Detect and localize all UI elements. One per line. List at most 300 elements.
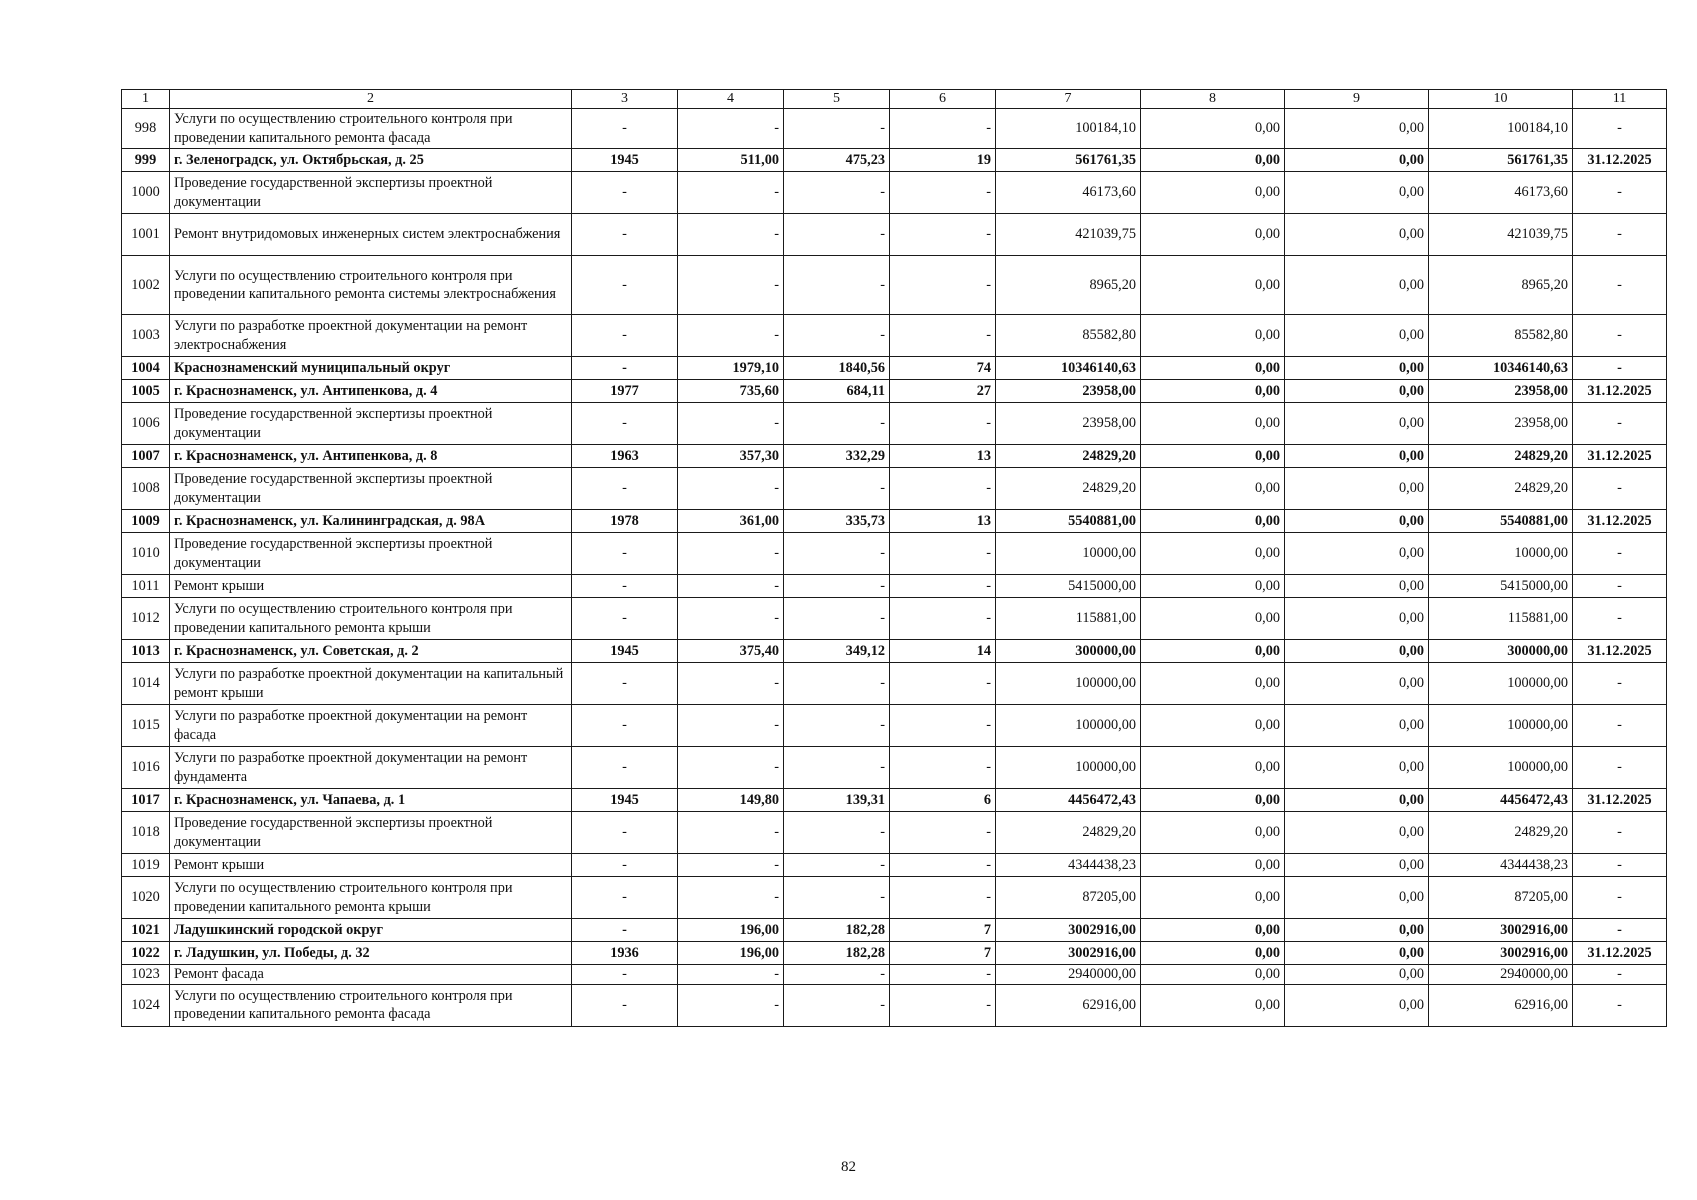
fund-regional-cell: 0,00 [1285,984,1429,1026]
fund-other-cell: 10000,00 [1429,533,1573,575]
fund-federal-cell: 0,00 [1141,510,1285,533]
fund-federal-cell: 0,00 [1141,172,1285,214]
fund-federal-cell: 0,00 [1141,789,1285,812]
fund-regional-cell: 0,00 [1285,109,1429,149]
item-name-cell: Краснознаменский муниципальный округ [170,357,572,380]
year-cell: - [572,854,678,877]
area-living-cell: 332,29 [784,445,890,468]
fund-other-cell: 62916,00 [1429,984,1573,1026]
year-cell: 1945 [572,789,678,812]
year-cell: - [572,256,678,315]
item-name-cell: Услуги по осуществлению строительного контроля при проведении капитального ремонта фасада [170,109,572,149]
residents-cell: - [890,214,996,256]
table-row [122,172,1667,214]
cost-total-cell: 421039,75 [996,214,1141,256]
fund-federal-cell: 0,00 [1141,380,1285,403]
item-name-cell: Проведение государственной экспертизы проектной документации [170,812,572,854]
area-living-cell: - [784,403,890,445]
residents-cell: - [890,172,996,214]
item-name-cell: г. Зеленоградск, ул. Октябрьская, д. 25 [170,149,572,172]
area-living-cell: 1840,56 [784,357,890,380]
residents-cell: 6 [890,789,996,812]
column-header: 8 [1141,90,1285,109]
area-living-cell: - [784,854,890,877]
residents-cell: 13 [890,445,996,468]
area-living-cell: 182,28 [784,919,890,942]
item-name-cell: Ремонт крыши [170,854,572,877]
cost-total-cell: 3002916,00 [996,919,1141,942]
fund-regional-cell: 0,00 [1285,510,1429,533]
area-total-cell: 357,30 [678,445,784,468]
fund-regional-cell: 0,00 [1285,663,1429,705]
residents-cell: - [890,533,996,575]
fund-other-cell: 100000,00 [1429,747,1573,789]
year-cell: - [572,812,678,854]
fund-federal-cell: 0,00 [1141,403,1285,445]
area-total-cell: - [678,214,784,256]
fund-regional-cell: 0,00 [1285,315,1429,357]
residents-cell: 19 [890,149,996,172]
deadline-cell: - [1573,109,1667,149]
year-cell: 1963 [572,445,678,468]
table-row [122,919,1667,942]
area-total-cell: - [678,575,784,598]
item-name-cell: г. Ладушкин, ул. Победы, д. 32 [170,942,572,965]
fund-federal-cell: 0,00 [1141,598,1285,640]
area-living-cell: 684,11 [784,380,890,403]
residents-cell: - [890,575,996,598]
residents-cell: 7 [890,942,996,965]
residents-cell: - [890,663,996,705]
row-number-cell: 1003 [122,315,170,357]
deadline-cell: - [1573,663,1667,705]
column-header: 5 [784,90,890,109]
year-cell: - [572,705,678,747]
fund-other-cell: 3002916,00 [1429,942,1573,965]
fund-regional-cell: 0,00 [1285,403,1429,445]
cost-total-cell: 23958,00 [996,380,1141,403]
year-cell: - [572,575,678,598]
year-cell: - [572,663,678,705]
item-name-cell: г. Краснознаменск, ул. Чапаева, д. 1 [170,789,572,812]
fund-regional-cell: 0,00 [1285,214,1429,256]
deadline-cell: 31.12.2025 [1573,789,1667,812]
fund-other-cell: 5415000,00 [1429,575,1573,598]
cost-total-cell: 87205,00 [996,877,1141,919]
fund-other-cell: 85582,80 [1429,315,1573,357]
deadline-cell: 31.12.2025 [1573,445,1667,468]
table-row [122,640,1667,663]
table-row [122,380,1667,403]
fund-federal-cell: 0,00 [1141,149,1285,172]
area-living-cell: - [784,984,890,1026]
area-total-cell: - [678,705,784,747]
row-number-cell: 1008 [122,468,170,510]
fund-regional-cell: 0,00 [1285,380,1429,403]
column-header: 7 [996,90,1141,109]
row-number-cell: 1009 [122,510,170,533]
deadline-cell: - [1573,214,1667,256]
deadline-cell: - [1573,705,1667,747]
cost-total-cell: 100000,00 [996,705,1141,747]
table-row [122,109,1667,149]
row-number-cell: 1015 [122,705,170,747]
fund-other-cell: 4344438,23 [1429,854,1573,877]
deadline-cell: - [1573,403,1667,445]
fund-federal-cell: 0,00 [1141,663,1285,705]
area-living-cell: - [784,575,890,598]
year-cell: - [572,984,678,1026]
row-number-cell: 1018 [122,812,170,854]
table-row [122,984,1667,1026]
fund-regional-cell: 0,00 [1285,149,1429,172]
table-row [122,747,1667,789]
fund-federal-cell: 0,00 [1141,315,1285,357]
column-header: 9 [1285,90,1429,109]
area-total-cell: - [678,854,784,877]
item-name-cell: Ремонт крыши [170,575,572,598]
year-cell: 1945 [572,640,678,663]
item-name-cell: Услуги по разработке проектной документации на ремонт фасада [170,705,572,747]
row-number-cell: 1011 [122,575,170,598]
deadline-cell: - [1573,598,1667,640]
area-total-cell: - [678,663,784,705]
row-number-cell: 1013 [122,640,170,663]
area-total-cell: - [678,877,784,919]
fund-other-cell: 87205,00 [1429,877,1573,919]
residents-cell: - [890,812,996,854]
item-name-cell: Услуги по осуществлению строительного контроля при проведении капитального ремонта крыши [170,877,572,919]
column-header: 6 [890,90,996,109]
cost-total-cell: 300000,00 [996,640,1141,663]
residents-cell: - [890,965,996,985]
item-name-cell: г. Краснознаменск, ул. Советская, д. 2 [170,640,572,663]
year-cell: - [572,877,678,919]
area-total-cell: - [678,984,784,1026]
table-row [122,149,1667,172]
fund-regional-cell: 0,00 [1285,598,1429,640]
year-cell: - [572,533,678,575]
cost-total-cell: 100000,00 [996,747,1141,789]
year-cell: - [572,965,678,985]
area-total-cell: - [678,315,784,357]
fund-regional-cell: 0,00 [1285,468,1429,510]
residents-cell: - [890,984,996,1026]
cost-total-cell: 24829,20 [996,468,1141,510]
area-living-cell: - [784,812,890,854]
row-number-cell: 1016 [122,747,170,789]
residents-cell: - [890,747,996,789]
fund-federal-cell: 0,00 [1141,533,1285,575]
fund-other-cell: 5540881,00 [1429,510,1573,533]
column-header: 11 [1573,90,1667,109]
fund-other-cell: 46173,60 [1429,172,1573,214]
fund-regional-cell: 0,00 [1285,965,1429,985]
residents-cell: 74 [890,357,996,380]
column-header: 2 [170,90,572,109]
year-cell: - [572,214,678,256]
year-cell: - [572,172,678,214]
cost-total-cell: 24829,20 [996,812,1141,854]
fund-regional-cell: 0,00 [1285,919,1429,942]
fund-other-cell: 115881,00 [1429,598,1573,640]
fund-other-cell: 100000,00 [1429,705,1573,747]
cost-total-cell: 4456472,43 [996,789,1141,812]
row-number-cell: 1000 [122,172,170,214]
deadline-cell: 31.12.2025 [1573,510,1667,533]
residents-cell: 13 [890,510,996,533]
deadline-cell: - [1573,965,1667,985]
table-row [122,315,1667,357]
year-cell: - [572,919,678,942]
deadline-cell: - [1573,747,1667,789]
row-number-cell: 1005 [122,380,170,403]
cost-total-cell: 4344438,23 [996,854,1141,877]
row-number-cell: 1019 [122,854,170,877]
item-name-cell: Услуги по осуществлению строительного контроля при проведении капитального ремонта крыши [170,598,572,640]
cost-total-cell: 100184,10 [996,109,1141,149]
deadline-cell: 31.12.2025 [1573,380,1667,403]
year-cell: - [572,109,678,149]
table-row [122,510,1667,533]
cost-total-cell: 62916,00 [996,984,1141,1026]
item-name-cell: Услуги по осуществлению строительного контроля при проведении капитального ремонта фасада [170,984,572,1026]
cost-total-cell: 3002916,00 [996,942,1141,965]
area-total-cell: - [678,747,784,789]
year-cell: - [572,747,678,789]
table-row [122,965,1667,985]
table-row [122,533,1667,575]
residents-cell: - [890,854,996,877]
fund-regional-cell: 0,00 [1285,789,1429,812]
residents-cell: - [890,403,996,445]
fund-regional-cell: 0,00 [1285,705,1429,747]
fund-regional-cell: 0,00 [1285,640,1429,663]
row-number-cell: 998 [122,109,170,149]
table-body [122,90,1667,1027]
residents-cell: 7 [890,919,996,942]
fund-other-cell: 24829,20 [1429,445,1573,468]
row-number-cell: 1004 [122,357,170,380]
cost-total-cell: 115881,00 [996,598,1141,640]
fund-federal-cell: 0,00 [1141,812,1285,854]
deadline-cell: 31.12.2025 [1573,640,1667,663]
residents-cell: - [890,315,996,357]
item-name-cell: г. Краснознаменск, ул. Антипенкова, д. 8 [170,445,572,468]
row-number-cell: 1021 [122,919,170,942]
cost-total-cell: 24829,20 [996,445,1141,468]
table-row [122,877,1667,919]
area-total-cell: 375,40 [678,640,784,663]
fund-federal-cell: 0,00 [1141,357,1285,380]
deadline-cell: - [1573,256,1667,315]
fund-federal-cell: 0,00 [1141,877,1285,919]
table-row [122,445,1667,468]
residents-cell: - [890,705,996,747]
fund-regional-cell: 0,00 [1285,256,1429,315]
fund-federal-cell: 0,00 [1141,747,1285,789]
fund-other-cell: 2940000,00 [1429,965,1573,985]
residents-cell: 14 [890,640,996,663]
fund-federal-cell: 0,00 [1141,919,1285,942]
area-living-cell: - [784,214,890,256]
area-total-cell: - [678,172,784,214]
area-living-cell: - [784,533,890,575]
fund-other-cell: 100000,00 [1429,663,1573,705]
row-number-cell: 1010 [122,533,170,575]
item-name-cell: г. Краснознаменск, ул. Калининградская, д. 98А [170,510,572,533]
residents-cell: - [890,256,996,315]
row-number-cell: 1024 [122,984,170,1026]
cost-total-cell: 10000,00 [996,533,1141,575]
area-living-cell: 182,28 [784,942,890,965]
item-name-cell: Ладушкинский городской округ [170,919,572,942]
fund-regional-cell: 0,00 [1285,445,1429,468]
fund-regional-cell: 0,00 [1285,575,1429,598]
year-cell: 1978 [572,510,678,533]
item-name-cell: г. Краснознаменск, ул. Антипенкова, д. 4 [170,380,572,403]
area-living-cell: - [784,109,890,149]
cost-total-cell: 5415000,00 [996,575,1141,598]
fund-federal-cell: 0,00 [1141,445,1285,468]
deadline-cell: - [1573,533,1667,575]
fund-other-cell: 300000,00 [1429,640,1573,663]
deadline-cell: - [1573,357,1667,380]
area-total-cell: - [678,403,784,445]
cost-total-cell: 2940000,00 [996,965,1141,985]
year-cell: - [572,403,678,445]
area-total-cell: 196,00 [678,942,784,965]
area-living-cell: - [784,663,890,705]
area-total-cell: - [678,468,784,510]
fund-regional-cell: 0,00 [1285,747,1429,789]
item-name-cell: Проведение государственной экспертизы проектной документации [170,403,572,445]
row-number-cell: 1001 [122,214,170,256]
deadline-cell: - [1573,468,1667,510]
fund-other-cell: 23958,00 [1429,380,1573,403]
fund-regional-cell: 0,00 [1285,533,1429,575]
residents-cell: - [890,877,996,919]
fund-federal-cell: 0,00 [1141,705,1285,747]
fund-federal-cell: 0,00 [1141,256,1285,315]
area-total-cell: 196,00 [678,919,784,942]
table-row [122,214,1667,256]
fund-regional-cell: 0,00 [1285,812,1429,854]
item-name-cell: Услуги по разработке проектной документации на ремонт электроснабжения [170,315,572,357]
deadline-cell: 31.12.2025 [1573,149,1667,172]
fund-other-cell: 24829,20 [1429,812,1573,854]
area-living-cell: - [784,315,890,357]
fund-federal-cell: 0,00 [1141,468,1285,510]
item-name-cell: Услуги по разработке проектной документации на капитальный ремонт крыши [170,663,572,705]
fund-federal-cell: 0,00 [1141,965,1285,985]
area-living-cell: - [784,877,890,919]
area-living-cell: 349,12 [784,640,890,663]
fund-federal-cell: 0,00 [1141,984,1285,1026]
area-living-cell: - [784,598,890,640]
area-total-cell: 361,00 [678,510,784,533]
item-name-cell: Ремонт внутридомовых инженерных систем электроснабжения [170,214,572,256]
fund-regional-cell: 0,00 [1285,877,1429,919]
deadline-cell: - [1573,984,1667,1026]
cost-total-cell: 100000,00 [996,663,1141,705]
area-living-cell: - [784,172,890,214]
deadline-cell: - [1573,919,1667,942]
fund-other-cell: 3002916,00 [1429,919,1573,942]
capital-repair-table [121,89,1667,1027]
item-name-cell: Ремонт фасада [170,965,572,985]
year-cell: 1936 [572,942,678,965]
row-number-cell: 1006 [122,403,170,445]
fund-federal-cell: 0,00 [1141,942,1285,965]
deadline-cell: - [1573,172,1667,214]
row-number-cell: 1012 [122,598,170,640]
area-living-cell: 139,31 [784,789,890,812]
row-number-cell: 1007 [122,445,170,468]
row-number-cell: 1023 [122,965,170,985]
deadline-cell: - [1573,877,1667,919]
fund-other-cell: 23958,00 [1429,403,1573,445]
area-total-cell: 735,60 [678,380,784,403]
area-total-cell: 1979,10 [678,357,784,380]
table-row [122,854,1667,877]
row-number-cell: 999 [122,149,170,172]
column-header: 1 [122,90,170,109]
area-total-cell: - [678,256,784,315]
fund-regional-cell: 0,00 [1285,942,1429,965]
deadline-cell: - [1573,812,1667,854]
table-row [122,256,1667,315]
row-number-cell: 1017 [122,789,170,812]
fund-federal-cell: 0,00 [1141,214,1285,256]
year-cell: - [572,357,678,380]
page-number: 82 [841,1159,856,1175]
area-living-cell: - [784,965,890,985]
fund-federal-cell: 0,00 [1141,854,1285,877]
table-row [122,403,1667,445]
area-total-cell: - [678,812,784,854]
area-total-cell: 149,80 [678,789,784,812]
deadline-cell: 31.12.2025 [1573,942,1667,965]
deadline-cell: - [1573,575,1667,598]
fund-other-cell: 100184,10 [1429,109,1573,149]
year-cell: 1945 [572,149,678,172]
table-row [122,789,1667,812]
deadline-cell: - [1573,315,1667,357]
table-row [122,942,1667,965]
residents-cell: - [890,109,996,149]
year-cell: - [572,468,678,510]
area-total-cell: 511,00 [678,149,784,172]
area-total-cell: - [678,533,784,575]
cost-total-cell: 23958,00 [996,403,1141,445]
fund-other-cell: 10346140,63 [1429,357,1573,380]
fund-federal-cell: 0,00 [1141,640,1285,663]
fund-regional-cell: 0,00 [1285,854,1429,877]
row-number-cell: 1020 [122,877,170,919]
fund-regional-cell: 0,00 [1285,357,1429,380]
row-number-cell: 1014 [122,663,170,705]
area-total-cell: - [678,598,784,640]
cost-total-cell: 561761,35 [996,149,1141,172]
year-cell: 1977 [572,380,678,403]
table-row [122,663,1667,705]
table-row [122,575,1667,598]
fund-other-cell: 4456472,43 [1429,789,1573,812]
cost-total-cell: 46173,60 [996,172,1141,214]
table-row [122,357,1667,380]
fund-regional-cell: 0,00 [1285,172,1429,214]
